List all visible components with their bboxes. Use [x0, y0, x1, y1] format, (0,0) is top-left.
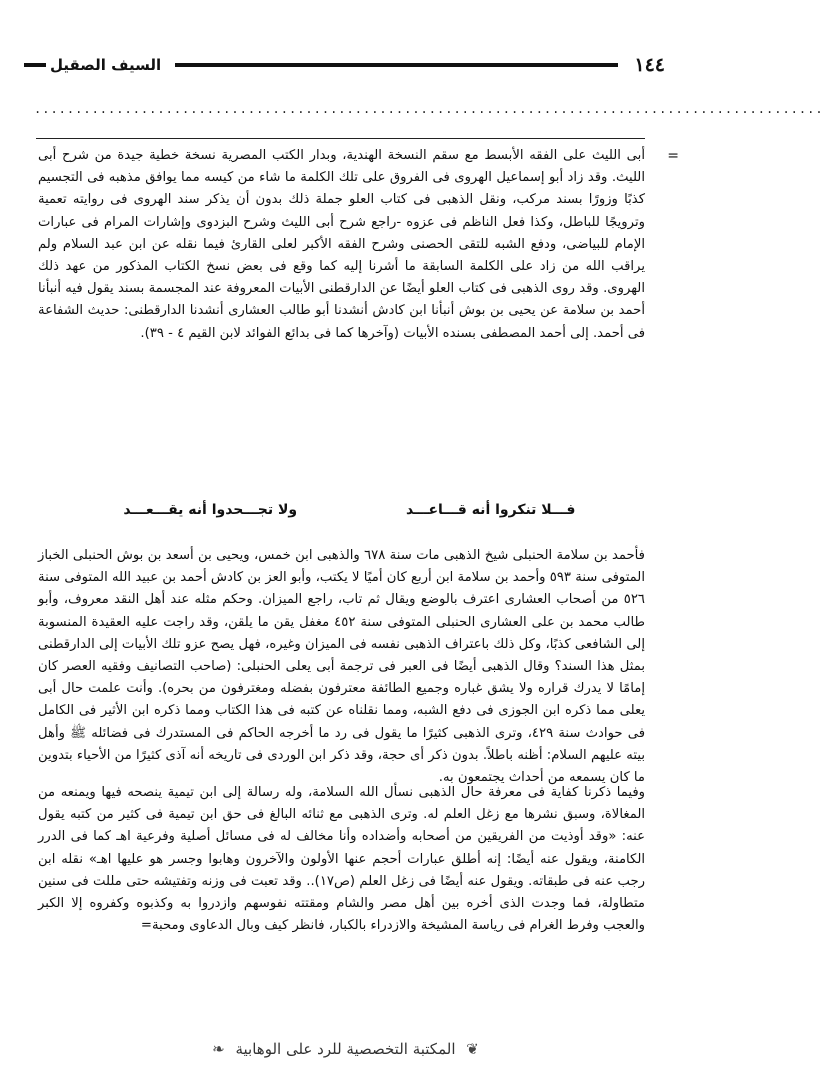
- verse-hemistich-1: فـــلا تنكروا أنه قـــاعـــد: [406, 502, 576, 518]
- footnote-paragraph-2: [38, 545, 645, 789]
- running-title: السيف الصقيل: [50, 56, 162, 74]
- poem-verse: [70, 497, 631, 523]
- footnote-text-3: وفيما ذكرنا كفاية فى معرفة حال الذهبى نسأل الله السلامة، وله رسالة إلى ابن تيمية ينصحه فيها ويمنعه من المغالاة، وسبق نشرها مع زغل العلم له. وترى الذهبى مع ثنائه البالغ فى حق ابن تيمية فى كثير من كتبه يقول عنه: «وقد أوذيت من الفريقين من أصحابه وأضداده وأنا مخالف له فى مسائل أصلية وفرعية اهـ كما فى الدرر الكامنة، ويقول عنه أيضًا: إنه أطلق عبارات أحجم عنها الأولون والآخرون وهابوا وجسر هو عليها اهـ» نقله ابن رجب عنه فى طبقاته. ويقول عنه أيضًا فى زغل العلم (ص١٧).. وقد تعبت فى وزنه وتفتيشه حتى مللت فى سنين متطاولة، فما وجدت الذى أخره بين أهل مصر والشام ومقتته نفوسهم وازدروا به وكذبوه وكفروه إلا الكبر والعجب وفرط الغرام فى رياسة المشيخة والازدراء بالكبار، فانظر كيف وبال الدعاوى ومحبة=: [38, 785, 645, 934]
- dotted-line: ................................................................................................: [34, 102, 824, 116]
- footnote-paragraph-3: [38, 782, 645, 937]
- verse-hemistich-2: ولا تجـــحدوا أنه يقـــعـــد: [123, 502, 298, 518]
- footnote-text-2: فأحمد بن سلامة الحنبلى شيخ الذهبى مات سنة ٦٧٨ والذهبى ابن خمس، ويحيى بن أسعد بن بوش الحنبلى الخباز المتوفى سنة ٥٩٣ وأحمد بن سلامة ابن أربع كان أميًا لا يكتب، وأبو العز بن كادش أحمد بن عبيد الله المتوفى سنة ٥٢٦ من أصحاب العشارى اعترف بالوضع ويقال ثم تاب، راجع الميزان. وحكم مثله عند أهل النقد معروف، وأبو طالب محمد بن على العشارى الحنبلى المتوفى سنة ٤٥٢ مغفل يقن ما يلقن، وقد راجت عليه العقيدة المنسوبة إلى الشافعى كذبًا، وكل ذلك باعتراف الذهبى نفسه فى الميزان وغيره، فهل يصح عزو تلك الأبيات إلى الدارقطنى بمثل هذا السند؟ وقال الذهبى أيضًا فى العبر فى ترجمة أبى يعلى الحنبلى: (صاحب التصانيف وفقيه العصر كان إمامًا لا يدرك قراره ولا يشق غباره وجميع الطائفة معترفون بفضله ومغترفون من بحره). وأنت علمت حال أبى يعلى مما ذكره ابن الجوزى فى دفع الشبه، ومما نقلناه عن كتبه فى هذا الكتاب ومما ذكره ابن الأثير فى الكامل فى حوادث سنة ٤٢٩، وترى الذهبى كثيرًا ما يقول فى رد ما أخرجه الحاكم فى المستدرك فى فضائله ﷺ وأهل بيته عليهم السلام: أظنه باطلاً. بدون ذكر أى حجة، وقد ذكر ابن الوردى فى تاريخه أنه آذى كثيرًا من الأحياء بتدوين ما كان يسمعه من أحداث يجتمعون به.: [38, 548, 645, 786]
- page-footer: [0, 1040, 691, 1072]
- footnote-text-1: أبى الليث على الفقه الأبسط مع سقم النسخة الهندية، وبدار الكتب المصرية نسخة خطية جيدة من شرح أبى الليث. وقد زاد أبو إسماعيل الهروى فى الفروق على تلك الكلمة ما شاء من كيسه مما يوافق مذهبه فى التجسيم كذبًا وزورًا بسند مركب، ونقل الذهبى فى كتاب العلو جملة ذلك بدون أن يذكر سند الهروى فى روايته تعمية وترويجًا للباطل، وكذا فعل الناظم فى عزوه -راجع شرح أبى الليث وشرح البزدوى وإشارات المرام فى عبارات الإمام للبياضى، ودفع الشبه للتقى الحصنى وشرح الفقه الأكبر لعلى القارئ فيما نقله عن ابن عبد السلام ولم يراقب الله من زاد على الكلمة السابقة ما أشرنا إليه كما وقع فى بعض نسخ الكتاب المذكور من عهد ذلك الهروى. وقد روى الذهبى فى كتاب العلو أيضًا عن الدارقطنى الأبيات المعروفة عند المجسمة بسند يقول فيه أنبأنا أحمد بن سلامة عن يحيى بن بوش أنبأنا ابن كادش أنشدنا أبو طالب العشارى أنشدنا الدارقطنى: حديث الشفاعة فى أحمد. إلى أحمد المصطفى بسنده الأبيات (وآخرها كما فى بدائع الفوائد لابن القيم ٤ - ٣٩).: [38, 148, 645, 341]
- footnote-paragraph-1: [38, 145, 645, 345]
- footer-ornament-left: ❧: [212, 1040, 225, 1058]
- footnote-separator: [36, 138, 645, 139]
- footer-text: المكتبة التخصصية للرد على الوهابية: [235, 1040, 456, 1058]
- page-header: [24, 48, 665, 82]
- continuation-mark: =: [667, 148, 679, 164]
- header-dash: [24, 63, 46, 67]
- page-number: ١٤٤: [634, 54, 665, 76]
- header-rule: [175, 63, 618, 67]
- footer-ornament-right: ❦: [466, 1040, 479, 1058]
